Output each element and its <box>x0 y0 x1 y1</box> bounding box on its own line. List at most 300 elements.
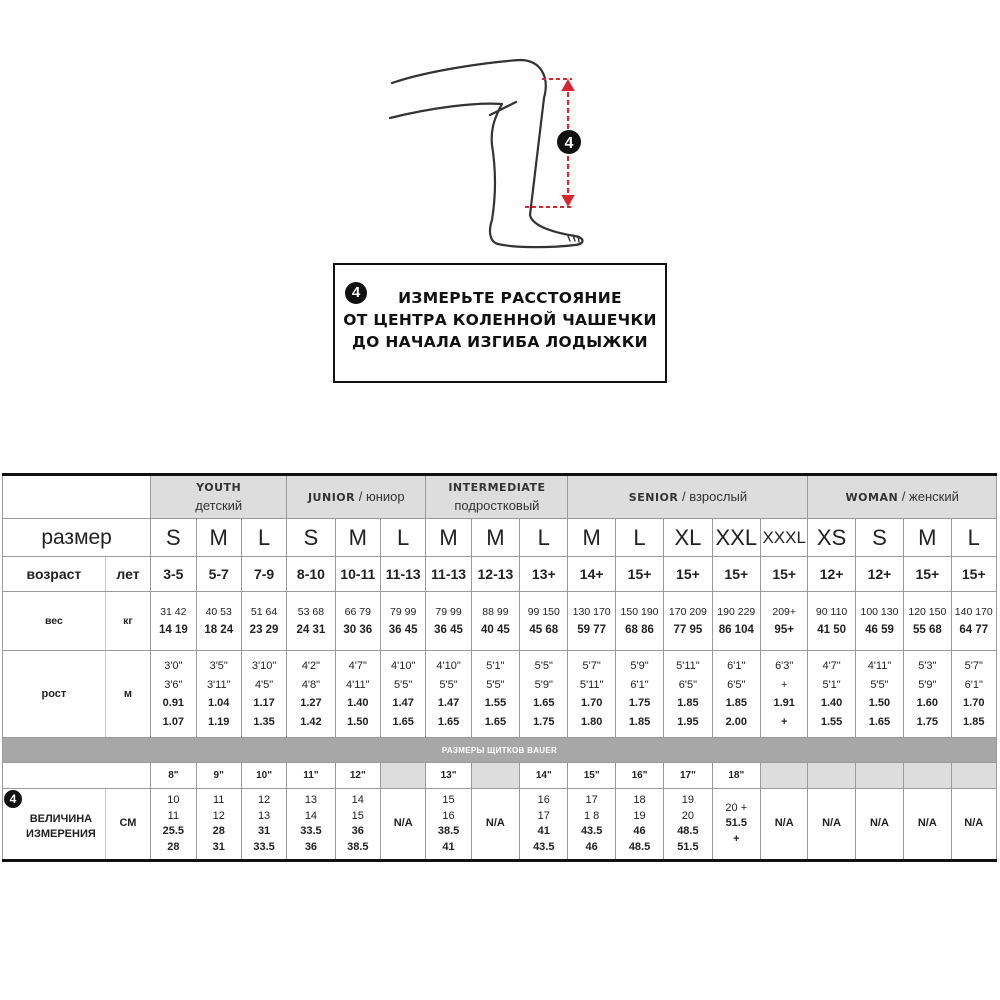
size-cell: M <box>426 519 471 557</box>
measure-cell <box>568 789 615 861</box>
group-senior-en: SENIOR <box>628 490 679 504</box>
weight-lbs: 100 130 <box>860 606 899 618</box>
weight-kg: 46 59 <box>865 624 894 636</box>
measure-cell <box>196 789 241 861</box>
weight-lbs: 79 99 <box>390 606 417 618</box>
bauer-banner: РАЗМЕРЫ ЩИТКОВ BAUER <box>3 738 997 763</box>
instruction-line-3: ДО НАЧАЛА ИЗГИБА ЛОДЫЖКИ <box>352 333 648 351</box>
measure-cell <box>287 789 335 861</box>
group-woman <box>808 475 997 519</box>
measure-value: 41 <box>442 840 455 853</box>
measure-value: 10 <box>167 794 180 806</box>
measure-na: N/A <box>393 817 413 830</box>
size-cell: L <box>241 519 286 557</box>
pad-size-cell: 9" <box>196 763 241 789</box>
size-cell: L <box>380 519 425 557</box>
height-m: 1.42 <box>300 715 322 728</box>
height-cell <box>335 651 380 738</box>
pad-size-cell <box>855 763 903 789</box>
pad-size-cell: 13" <box>426 763 471 789</box>
height-cell <box>196 651 241 738</box>
leg-measurement-illustration <box>380 20 620 260</box>
size-cell: M <box>568 519 615 557</box>
age-cell: 11-13 <box>426 557 471 592</box>
weight-kg: 64 77 <box>959 624 989 636</box>
height-cell <box>380 651 425 738</box>
measure-value: 11 <box>213 794 225 806</box>
corner-cell <box>3 475 151 519</box>
age-cell: 14+ <box>568 557 615 592</box>
measure-cell <box>471 789 519 861</box>
height-ft: 5'5" <box>534 660 553 672</box>
group-junior <box>287 475 426 519</box>
measure-value: 51.5 <box>725 817 747 830</box>
weight-lbs: 88 99 <box>482 606 509 618</box>
weight-row <box>3 592 997 651</box>
age-cell: 5-7 <box>196 557 241 592</box>
height-ft: 5'1" <box>486 660 505 672</box>
measure-value: 16 <box>537 794 550 806</box>
measure-value: 1 8 <box>584 809 600 822</box>
weight-kg: 24 31 <box>296 624 326 636</box>
weight-cell <box>712 592 760 651</box>
measure-value: 12 <box>212 809 225 822</box>
weight-lbs: 190 229 <box>717 606 756 618</box>
height-m: 1.55 <box>484 697 507 709</box>
weight-cell <box>904 592 951 651</box>
height-m: 1.65 <box>868 715 891 728</box>
group-junior-ru: юниор <box>365 488 405 504</box>
height-m: 1.60 <box>916 697 939 709</box>
measure-value: 43.5 <box>533 840 555 853</box>
size-chart-table <box>2 473 997 862</box>
weight-lbs: 130 170 <box>572 606 611 618</box>
measure-value: 12 <box>257 794 271 806</box>
height-cell <box>471 651 519 738</box>
height-ft: 4'7" <box>348 660 367 672</box>
group-senior-sep: / <box>678 488 690 504</box>
group-header-row <box>3 475 997 519</box>
height-m: 1.65 <box>484 715 507 728</box>
pad-size-cell <box>951 763 996 789</box>
weight-lbs: 209+ <box>772 606 797 618</box>
height-m: 1.75 <box>533 715 555 728</box>
height-ft: 5'5" <box>486 678 505 691</box>
measure-value: 36 <box>304 840 318 853</box>
height-m: 1.50 <box>347 715 369 728</box>
measure-value: 14 <box>304 809 318 822</box>
measure-cell <box>664 789 712 861</box>
bauer-banner-row <box>3 738 997 763</box>
weight-kg: 36 45 <box>434 624 463 636</box>
height-cell <box>615 651 663 738</box>
height-m: 1.17 <box>253 697 275 709</box>
measure-label-line-1: ВЕЛИЧИНА <box>29 812 93 825</box>
height-cell <box>287 651 335 738</box>
weight-kg: 45 68 <box>529 624 559 636</box>
height-row <box>3 651 997 738</box>
height-m: 1.47 <box>437 697 460 709</box>
group-senior <box>568 475 808 519</box>
height-ft: 4'11" <box>346 678 370 691</box>
measure-cell <box>520 789 568 861</box>
leg-outline <box>390 60 583 247</box>
pad-size-row <box>3 763 997 789</box>
measurement-unit: СМ <box>105 789 150 861</box>
step-number-badge: 4 <box>345 282 367 304</box>
pad-size-cell <box>471 763 519 789</box>
measure-na: N/A <box>869 817 889 830</box>
height-m: 1.55 <box>820 715 843 728</box>
height-ft: 6'5" <box>678 678 698 691</box>
size-cell: M <box>335 519 380 557</box>
age-cell: 12-13 <box>471 557 519 592</box>
measure-value: 11 <box>167 809 180 822</box>
size-cell: M <box>904 519 951 557</box>
size-cell: L <box>951 519 996 557</box>
age-cell: 15+ <box>951 557 996 592</box>
measure-value: 20 + <box>725 801 748 814</box>
height-ft: 5'7" <box>582 660 601 672</box>
weight-row-label: вес <box>3 592 106 651</box>
weight-kg: 40 45 <box>481 624 510 636</box>
group-junior-sep: / <box>355 488 366 504</box>
height-cell <box>808 651 855 738</box>
pad-size-cell: 8" <box>151 763 196 789</box>
weight-cell <box>615 592 663 651</box>
height-ft: 3'6" <box>164 678 183 691</box>
measure-value: 31 <box>257 825 271 837</box>
weight-cell <box>426 592 471 651</box>
pad-size-cell <box>380 763 425 789</box>
pad-size-cell: 15" <box>568 763 615 789</box>
measure-cell <box>380 789 425 861</box>
height-ft: 3'0" <box>164 660 183 672</box>
height-cell <box>426 651 471 738</box>
height-unit: м <box>105 651 150 738</box>
weight-kg: 59 77 <box>577 624 607 636</box>
height-ft: 6'1" <box>630 678 649 691</box>
measure-value: 46 <box>633 825 646 837</box>
height-cell <box>760 651 807 738</box>
instruction-box <box>333 263 667 383</box>
group-intermediate-ru: подростковый <box>454 498 540 513</box>
weight-cell <box>760 592 807 651</box>
measurement-row <box>3 789 997 861</box>
height-cell <box>951 651 996 738</box>
size-cell: XL <box>664 519 712 557</box>
height-ft: 5'5" <box>394 678 413 691</box>
size-cell: XXXL <box>760 519 807 557</box>
size-cell: M <box>471 519 519 557</box>
group-junior-en: JUNIOR <box>307 490 356 504</box>
measure-value: 19 <box>633 809 646 822</box>
height-m: 1.65 <box>437 715 460 728</box>
height-ft: 5'3" <box>918 660 937 672</box>
weight-cell <box>151 592 196 651</box>
measure-value: 48.5 <box>628 840 651 853</box>
weight-lbs: 31 42 <box>160 606 187 618</box>
measure-cell <box>855 789 903 861</box>
pad-size-cell <box>808 763 855 789</box>
size-cell: S <box>855 519 903 557</box>
weight-kg: 41 50 <box>817 624 846 636</box>
height-m: 1.85 <box>628 715 651 728</box>
height-m: 1.19 <box>208 715 230 728</box>
height-ft: 6'5" <box>727 678 746 691</box>
age-cell: 11-13 <box>380 557 425 592</box>
instruction-line-1: ИЗМЕРЬТЕ РАССТОЯНИЕ <box>398 289 622 307</box>
measure-cell <box>760 789 807 861</box>
height-ft: + <box>780 678 788 691</box>
measure-cell <box>151 789 196 861</box>
measure-value: 33.5 <box>300 825 322 837</box>
height-ft: 4'10" <box>436 660 461 672</box>
height-m: 1.04 <box>208 697 230 709</box>
weight-lbs: 140 170 <box>954 606 993 618</box>
pad-size-cell: 16" <box>615 763 663 789</box>
measure-cell <box>615 789 663 861</box>
weight-cell <box>664 592 712 651</box>
pad-size-cell: 12" <box>335 763 380 789</box>
pad-size-cell: 10" <box>241 763 286 789</box>
measure-value: 20 <box>681 809 695 822</box>
age-cell: 10-11 <box>335 557 380 592</box>
measure-value: 13 <box>257 809 271 822</box>
measure-na: N/A <box>774 817 794 830</box>
height-ft: 5'5" <box>870 678 889 691</box>
height-cell <box>855 651 903 738</box>
group-youth-en: YOUTH <box>196 481 242 494</box>
measure-value: 38.5 <box>347 840 369 853</box>
height-ft: 6'3" <box>775 660 794 672</box>
weight-cell <box>335 592 380 651</box>
height-m: 2.00 <box>725 715 747 728</box>
weight-cell <box>808 592 855 651</box>
weight-lbs: 66 79 <box>344 606 371 618</box>
leg-drawing <box>380 20 620 260</box>
group-intermediate-en: INTERMEDIATE <box>448 481 546 494</box>
height-m: 0.91 <box>162 697 185 709</box>
height-ft: 5'9" <box>918 678 937 691</box>
measure-value: 14 <box>351 794 364 806</box>
height-m: + <box>780 715 788 728</box>
weight-lbs: 90 110 <box>815 606 848 618</box>
height-m: 1.80 <box>580 715 603 728</box>
measure-value: 28 <box>212 825 225 837</box>
age-unit: лет <box>105 557 150 592</box>
weight-lbs: 53 68 <box>297 606 325 618</box>
group-woman-sep: / <box>898 488 910 504</box>
age-cell: 13+ <box>520 557 568 592</box>
age-cell: 7-9 <box>241 557 286 592</box>
measure-na: N/A <box>822 817 842 830</box>
age-cell: 15+ <box>664 557 712 592</box>
height-ft: 5'7" <box>964 660 983 672</box>
height-m: 1.75 <box>628 697 651 709</box>
weight-kg: 86 104 <box>718 624 754 636</box>
height-ft: 5'1" <box>822 678 841 691</box>
group-youth <box>151 475 287 519</box>
age-row <box>3 557 997 592</box>
measure-value: 48.5 <box>677 825 699 837</box>
measure-value: 28 <box>167 840 180 853</box>
age-cell: 12+ <box>808 557 855 592</box>
age-cell: 15+ <box>712 557 760 592</box>
height-m: 1.35 <box>253 715 275 728</box>
height-ft: 5'9" <box>534 678 553 691</box>
measure-value: 18 <box>633 794 646 806</box>
pad-size-cell: 18" <box>712 763 760 789</box>
pad-size-cell: 11" <box>287 763 335 789</box>
weight-lbs: 120 150 <box>908 606 947 618</box>
height-cell <box>520 651 568 738</box>
weight-cell <box>855 592 903 651</box>
weight-lbs: 99 150 <box>527 606 560 618</box>
size-cell: L <box>520 519 568 557</box>
height-ft: 4'11" <box>867 660 892 672</box>
measure-cell <box>426 789 471 861</box>
weight-cell <box>380 592 425 651</box>
pad-row-label-cell <box>3 763 151 789</box>
weight-cell <box>951 592 996 651</box>
size-cell: XXL <box>712 519 760 557</box>
weight-cell <box>471 592 519 651</box>
pad-size-cell: 17" <box>664 763 712 789</box>
height-m: 1.65 <box>392 715 414 728</box>
weight-kg: 55 68 <box>912 624 942 636</box>
weight-kg: 95+ <box>774 624 794 636</box>
height-ft: 4'8" <box>301 678 321 691</box>
height-ft: 4'10" <box>390 660 416 672</box>
height-ft: 6'1" <box>964 678 983 691</box>
group-senior-ru: взрослый <box>689 488 748 504</box>
height-ft: 6'1" <box>727 660 746 672</box>
weight-lbs: 150 190 <box>620 606 659 618</box>
size-cell: XS <box>808 519 855 557</box>
weight-lbs: 40 53 <box>205 606 232 618</box>
measure-value: + <box>733 832 740 845</box>
weight-lbs: 170 209 <box>668 606 707 618</box>
measure-na: N/A <box>917 817 937 830</box>
measure-value: 46 <box>585 840 598 853</box>
group-intermediate <box>426 475 568 519</box>
weight-kg: 68 86 <box>625 624 654 636</box>
weight-unit: кг <box>105 592 150 651</box>
height-cell <box>241 651 286 738</box>
measure-na: N/A <box>964 817 984 830</box>
height-m: 1.95 <box>677 715 699 728</box>
measure-value: 33.5 <box>253 840 275 853</box>
age-cell: 15+ <box>615 557 663 592</box>
arrow-down-icon <box>563 196 573 205</box>
measure-value: 38.5 <box>437 825 460 837</box>
height-m: 1.40 <box>820 697 843 709</box>
weight-cell <box>241 592 286 651</box>
measure-value: 17 <box>585 794 598 806</box>
height-m: 1.75 <box>916 715 939 728</box>
height-ft: 4'7" <box>822 660 841 672</box>
size-cell: S <box>151 519 196 557</box>
measure-value: 15 <box>351 809 364 822</box>
height-ft: 5'11" <box>676 660 700 672</box>
size-row-label: размер <box>3 519 151 557</box>
measure-cell <box>904 789 951 861</box>
measure-value: 41 <box>537 825 550 837</box>
group-woman-ru: женский <box>909 488 959 504</box>
height-m: 1.70 <box>580 697 603 709</box>
pad-size-cell <box>904 763 951 789</box>
height-ft: 4'5" <box>254 678 274 691</box>
measure-cell <box>808 789 855 861</box>
height-m: 1.65 <box>533 697 555 709</box>
weight-kg: 77 95 <box>673 624 703 636</box>
age-cell: 15+ <box>904 557 951 592</box>
height-cell <box>568 651 615 738</box>
step-badge-number: 4 <box>564 135 574 152</box>
height-cell <box>904 651 951 738</box>
weight-kg: 36 45 <box>388 624 418 636</box>
measure-value: 19 <box>681 794 695 806</box>
height-ft: 3'5" <box>209 660 228 672</box>
measure-value: 25.5 <box>162 825 185 837</box>
age-cell: 12+ <box>855 557 903 592</box>
height-m: 1.85 <box>963 715 985 728</box>
height-row-label: рост <box>3 651 106 738</box>
measure-value: 17 <box>537 809 550 822</box>
height-m: 1.85 <box>725 697 747 709</box>
measure-value: 36 <box>351 825 364 837</box>
measure-cell <box>335 789 380 861</box>
measure-value: 43.5 <box>580 825 603 837</box>
weight-cell <box>287 592 335 651</box>
measure-cell <box>241 789 286 861</box>
height-cell <box>664 651 712 738</box>
height-m: 1.27 <box>300 697 322 709</box>
measure-value: 13 <box>304 794 318 806</box>
step-number-badge: 4 <box>4 790 22 808</box>
age-cell: 3-5 <box>151 557 196 592</box>
age-cell: 15+ <box>760 557 807 592</box>
height-ft: 4'2" <box>301 660 321 672</box>
weight-cell <box>568 592 615 651</box>
measure-value: 16 <box>442 809 455 822</box>
height-m: 1.40 <box>347 697 369 709</box>
size-cell: S <box>287 519 335 557</box>
measure-cell <box>712 789 760 861</box>
height-ft: 3'10" <box>251 660 277 672</box>
height-m: 1.70 <box>963 697 985 709</box>
measurement-row-label <box>3 789 106 861</box>
height-ft: 5'11" <box>579 678 604 691</box>
weight-lbs: 79 99 <box>435 606 462 618</box>
age-row-label: возраст <box>3 557 106 592</box>
size-cell: L <box>615 519 663 557</box>
weight-cell <box>520 592 568 651</box>
age-cell: 8-10 <box>287 557 335 592</box>
size-cell: M <box>196 519 241 557</box>
measure-value: 51.5 <box>677 840 699 853</box>
instruction-line-2: ОТ ЦЕНТРА КОЛЕННОЙ ЧАШЕЧКИ <box>343 311 657 329</box>
group-woman-en: WOMAN <box>845 490 899 504</box>
size-row <box>3 519 997 557</box>
height-ft: 5'9" <box>630 660 649 672</box>
measure-label-line-2: ИЗМЕРЕНИЯ <box>26 828 96 840</box>
height-ft: 3'11" <box>206 678 231 691</box>
height-m: 1.07 <box>162 715 185 728</box>
group-youth-ru: детский <box>195 498 243 513</box>
height-ft: 5'5" <box>439 678 458 691</box>
